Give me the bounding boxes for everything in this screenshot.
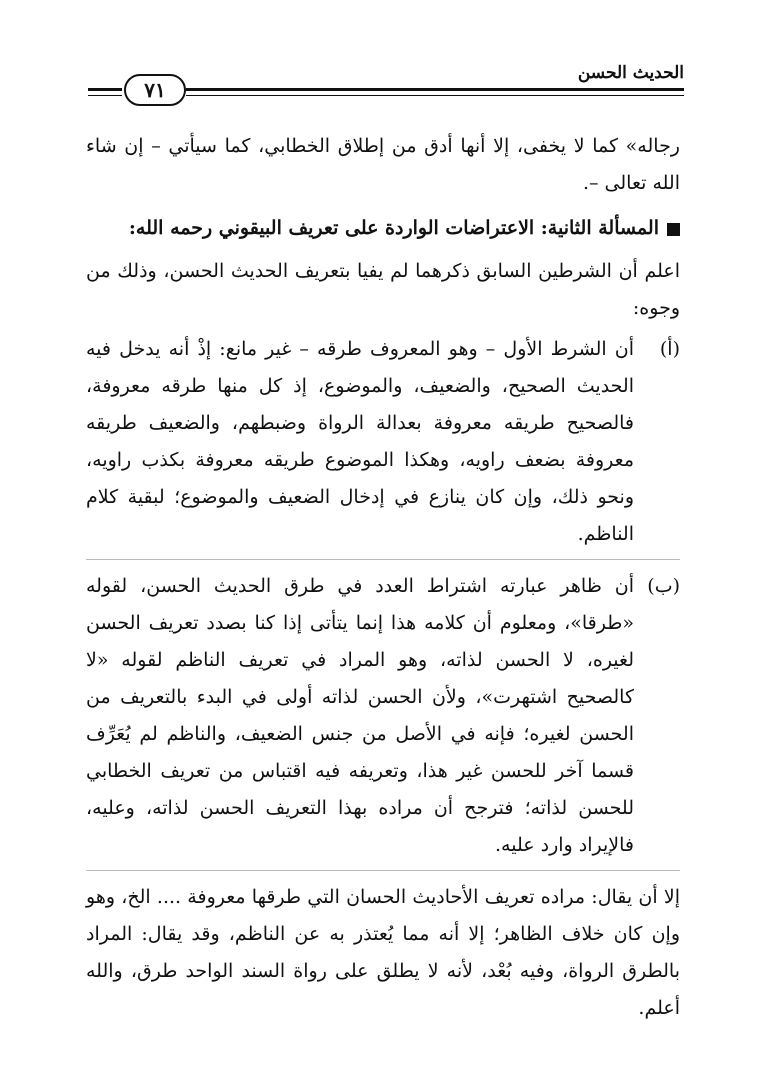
list-item-b-text: أن ظاهر عبارته اشتراط العدد في طرق الحديث الحسن، لقوله «طرقا»، ومعلوم أن كلامه هذا إنما يتأتى إذا كنا بصدد تعريف الحسن لغيره، لا الحسن لذاته، وهو المراد في تعريف الناظم لقوله «لا كالصحيح اشتهرت»، ولأن الحسن لذاته أولى في البدء بالتعريف من الحسن لغيره؛ فإنه في الأصل من جنس الضعيف، والناظم لم يُعَرِّف قسما آخر للحسن غير هذا، وتعريفه فيه اقتباس من تعريف الخطابي للحسن لذاته؛ فترجح أن مراده بهذا التعريف الحسن لذاته، وعليه، فالإيراد وارد عليه. (86, 575, 634, 856)
paragraph-intro: اعلم أن الشرطين السابق ذكرهما لم يفيا بتعريف الحديث الحسن، وذلك من وجوه: (86, 260, 680, 319)
page-header (88, 62, 684, 106)
section-heading-text: المسألة الثانية: الاعتراضات الواردة على تعريف البيقوني رحمه الله: (128, 217, 659, 239)
divider (86, 870, 680, 871)
list-item-a-text: أن الشرط الأول – وهو المعروف طرقه – غير مانع: إذْ أنه يدخل فيه الحديث الصحيح، والضعيف، والموضوع، إذ كل منها طرقه معروفة، فالصحيح طريقه معروفة بعدالة الرواة وضبطهم، والضعيف طريقه معروفة بضعف راويه، وهكذا الموضوع طريقه معروفة بكذب راويه، ونحو ذلك، وإن كان ينازع في إدخال الضعيف والموضوع؛ لبقية كلام الناظم. (86, 338, 634, 545)
paragraph-continuation: رجاله» كما لا يخفى، إلا أنها أدق من إطلاق الخطابي، كما سيأتي – إن شاء الله تعالى –. (86, 135, 680, 194)
paragraph-conclusion: إلا أن يقال: مراده تعريف الأحاديث الحسان التي طرقها معروفة .... الخ، وهو وإن كان خلاف الظاهر؛ إلا أنه مما يُعتذر به عن الناظم، وقد يقال: المراد بالطرق الرواة، وفيه بُعْد، لأنه لا يطلق على رواة السند الواحد طرق، والله أعلم. (86, 886, 680, 1019)
section-heading (86, 210, 680, 247)
header-rule-right (186, 88, 684, 96)
list-item-b (86, 568, 680, 864)
header-rule-left (88, 88, 122, 96)
list-item-b-marker: (ب) (647, 575, 680, 597)
list-item-a-marker: (أ) (659, 338, 680, 360)
page-body (86, 128, 680, 1031)
list-item-a (86, 331, 680, 553)
running-title: الحديث الحسن (577, 63, 684, 83)
page-number: ٧١ (124, 74, 186, 106)
divider (86, 559, 680, 560)
square-bullet-icon (667, 223, 680, 236)
